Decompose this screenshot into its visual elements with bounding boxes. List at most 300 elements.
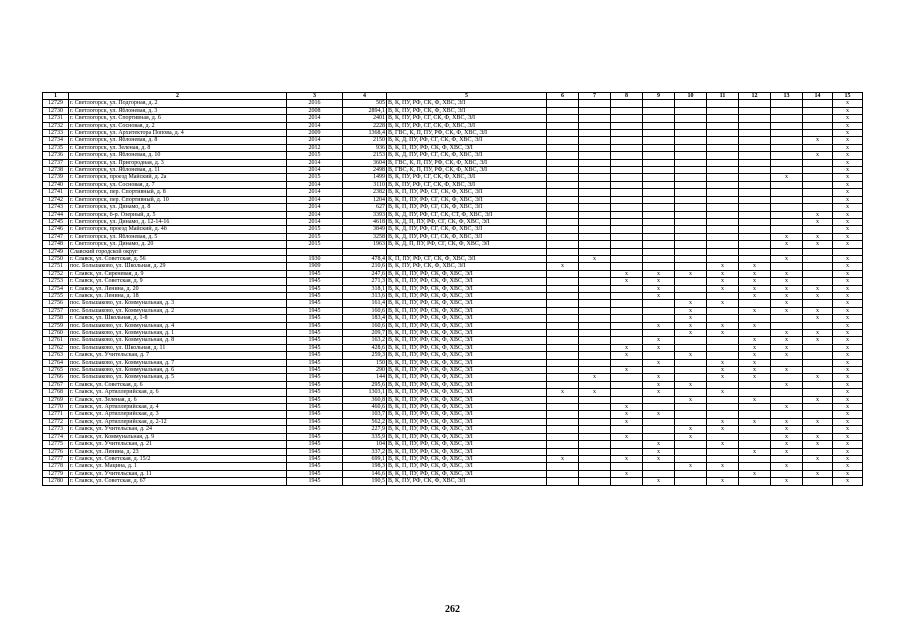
table-cell [579, 122, 611, 129]
table-cell [547, 285, 579, 292]
table-cell [579, 300, 611, 307]
table-cell: 2228 [343, 122, 387, 129]
table-cell [611, 189, 643, 196]
table-cell: х [833, 181, 863, 188]
table-cell [739, 115, 771, 122]
table-row [43, 478, 863, 485]
table-cell [579, 322, 611, 329]
table-row [43, 418, 863, 425]
table-cell: 271,3 [343, 278, 387, 285]
table-cell [547, 233, 579, 240]
table-cell: х [675, 463, 707, 470]
table-cell [643, 152, 675, 159]
table-cell: х [803, 337, 833, 344]
table-cell [675, 218, 707, 225]
table-cell: х [707, 426, 739, 433]
table-cell [579, 330, 611, 337]
table-cell [547, 433, 579, 440]
table-cell: 1945 [287, 404, 343, 411]
table-cell: В, К, П, ПУ, РФ, СК, Ф, ХВС, ЭЛ [387, 270, 547, 277]
table-cell: 144 [343, 374, 387, 381]
table-cell: 1945 [287, 478, 343, 485]
table-row [43, 174, 863, 181]
table-cell [547, 344, 579, 351]
table-cell: В, К, Д, П, ПУ, РФ, СГ, СК, Ф, ХВС, ЭЛ [387, 218, 547, 225]
table-cell: х [833, 137, 863, 144]
table-cell [707, 167, 739, 174]
table-cell: г. Светлогорск, проезд Майский, д. 4б [69, 226, 287, 233]
table-cell [771, 181, 803, 188]
table-cell: В, К, П, ПУ, РФ, СК, Ф, ХВС, ЭЛ [387, 418, 547, 425]
table-cell: г. Светлогорск, ул. Динамо, д. 8 [69, 204, 287, 211]
table-cell: г. Светлогорск, пер. Спортивный, д. 10 [69, 196, 287, 203]
table-cell [739, 152, 771, 159]
table-cell: х [771, 352, 803, 359]
table-cell [547, 337, 579, 344]
table-cell: х [803, 285, 833, 292]
table-cell [803, 426, 833, 433]
table-cell [579, 381, 611, 388]
table-cell: 2153 [343, 152, 387, 159]
housing-register-table [42, 92, 863, 486]
table-cell [803, 196, 833, 203]
table-cell: 2014 [287, 204, 343, 211]
table-cell: 12739 [43, 174, 69, 181]
table-cell: х [707, 330, 739, 337]
table-cell: х [643, 337, 675, 344]
table-cell [547, 470, 579, 477]
table-cell [579, 426, 611, 433]
table-cell: 1945 [287, 337, 343, 344]
table-cell: 1945 [287, 463, 343, 470]
table-cell: х [833, 396, 863, 403]
table-cell: х [833, 411, 863, 418]
table-cell: х [833, 189, 863, 196]
table-cell: г. Славск, ул. Школьная, д. 1-8 [69, 315, 287, 322]
table-cell [643, 396, 675, 403]
table-cell [611, 359, 643, 366]
table-cell: 2498 [343, 167, 387, 174]
column-header: 7 [579, 93, 611, 100]
table-cell [547, 218, 579, 225]
table-cell [611, 389, 643, 396]
table-cell: 12759 [43, 322, 69, 329]
table-cell [643, 418, 675, 425]
table-cell [675, 152, 707, 159]
table-cell: В, К, П, ПУ, РФ, СК, Ф, ХВС, ЭЛ [387, 278, 547, 285]
table-cell [707, 159, 739, 166]
table-cell: х [833, 292, 863, 299]
table-cell [771, 144, 803, 151]
table-cell [739, 159, 771, 166]
table-cell: 12764 [43, 359, 69, 366]
table-cell [803, 255, 833, 262]
table-cell [579, 292, 611, 299]
header-row [43, 93, 863, 100]
table-cell [675, 167, 707, 174]
table-cell [611, 152, 643, 159]
table-cell [771, 263, 803, 270]
table-cell [739, 107, 771, 114]
table-cell [579, 418, 611, 425]
table-cell [547, 359, 579, 366]
table-cell: 12756 [43, 300, 69, 307]
table-cell: х [739, 278, 771, 285]
table-cell [547, 418, 579, 425]
table-cell [611, 241, 643, 248]
table-cell [611, 115, 643, 122]
table-cell: 12775 [43, 441, 69, 448]
table-cell [675, 441, 707, 448]
table-cell: х [833, 315, 863, 322]
table-cell: 146,6 [343, 470, 387, 477]
table-cell: 1909 [287, 263, 343, 270]
table-cell [547, 278, 579, 285]
table-cell [771, 122, 803, 129]
table-cell: х [643, 374, 675, 381]
table-cell: х [611, 344, 643, 351]
table-cell [611, 374, 643, 381]
table-cell [675, 478, 707, 485]
table-cell: В, К, П, ПУ, РФ, СК, Ф, ХВС, ЭЛ [387, 337, 547, 344]
table-cell: х [739, 285, 771, 292]
table-cell: х [771, 337, 803, 344]
table-cell [547, 100, 579, 107]
table-cell: 2015 [287, 174, 343, 181]
table-cell [643, 174, 675, 181]
table-row [43, 241, 863, 248]
table-cell [611, 196, 643, 203]
table-row [43, 137, 863, 144]
table-cell [611, 107, 643, 114]
table-cell: 335,9 [343, 433, 387, 440]
table-cell: пос. Большаково, ул. Школьная, д. 11 [69, 344, 287, 351]
table-cell [579, 270, 611, 277]
table-cell: х [803, 418, 833, 425]
table-cell: х [771, 255, 803, 262]
table-cell: х [771, 307, 803, 314]
table-cell: В, К, Д, ПУ, РФ, СГ, СК, Ф, ХВС, ЭЛ [387, 226, 547, 233]
table-cell [547, 211, 579, 218]
table-cell: х [833, 352, 863, 359]
table-cell: 2014 [287, 159, 343, 166]
table-row [43, 344, 863, 351]
column-header: 2 [69, 93, 287, 100]
table-cell [675, 418, 707, 425]
table-row [43, 381, 863, 388]
table-cell: В, ГВС, К, П, ПУ, РФ, СК, Ф, ХВС, ЭЛ [387, 159, 547, 166]
table-cell: х [643, 455, 675, 462]
table-row [43, 159, 863, 166]
table-cell [579, 233, 611, 240]
table-cell: г. Светлогорск, ул. Яблоневая, д. 10 [69, 152, 287, 159]
table-cell: В, К, П, ПУ, РФ, СК, Ф, ХВС, ЭЛ [387, 307, 547, 314]
table-cell [579, 411, 611, 418]
table-cell: г. Светлогорск, ул. Яблоневая, д. 3 [69, 107, 287, 114]
table-cell: х [833, 167, 863, 174]
table-cell [675, 233, 707, 240]
table-cell [803, 322, 833, 329]
table-cell [803, 359, 833, 366]
table-cell: В, К, П, ПУ, РФ, СК, Ф, ХВС, ЭЛ [387, 455, 547, 462]
table-cell [643, 233, 675, 240]
table-cell: 190,5 [343, 478, 387, 485]
table-cell: В, К, Д, ПУ, РФ, СГ, СК, СТ, Ф, ХВС, ЭЛ [387, 211, 547, 218]
table-cell: В, К, П, ПУ, РФ, СК, Ф, ХВС, ЭЛ [387, 411, 547, 418]
table-cell: г. Светлогорск, ул. Архитектора Попова, д. 4 [69, 130, 287, 137]
table-cell: г. Светлогорск, ул. Спортивная, д. 6 [69, 115, 287, 122]
table-cell [547, 130, 579, 137]
table-cell [579, 100, 611, 107]
table-cell: 12758 [43, 315, 69, 322]
table-cell: 160,6 [343, 322, 387, 329]
page-number: 262 [445, 604, 460, 615]
table-cell: х [739, 359, 771, 366]
table-cell: х [643, 359, 675, 366]
table-cell: 12744 [43, 211, 69, 218]
table-cell [771, 130, 803, 137]
table-cell [739, 233, 771, 240]
table-cell [739, 100, 771, 107]
table-cell [771, 470, 803, 477]
table-cell: 12732 [43, 122, 69, 129]
table-cell: х [739, 352, 771, 359]
table-cell: 290 [343, 367, 387, 374]
table-cell [579, 367, 611, 374]
table-cell: 12765 [43, 367, 69, 374]
table-cell [579, 433, 611, 440]
table-cell: х [771, 381, 803, 388]
table-row [43, 374, 863, 381]
table-row [43, 167, 863, 174]
table-cell [387, 248, 547, 255]
table-cell: х [675, 396, 707, 403]
table-cell: г. Светлогорск, ул. Динамо, д. 12-14-16 [69, 218, 287, 225]
table-cell [771, 248, 803, 255]
table-cell: г. Светлогорск, б-р. Озерный, д. 5 [69, 211, 287, 218]
table-row [43, 226, 863, 233]
table-cell: 227,9 [343, 426, 387, 433]
table-cell: х [611, 404, 643, 411]
table-cell [707, 107, 739, 114]
table-cell: х [803, 470, 833, 477]
table-cell: х [771, 292, 803, 299]
table-cell [707, 448, 739, 455]
table-cell [675, 374, 707, 381]
table-cell [707, 404, 739, 411]
table-cell: х [739, 418, 771, 425]
table-cell: 12768 [43, 389, 69, 396]
table-cell [579, 107, 611, 114]
table-cell: 4618 [343, 218, 387, 225]
table-cell: В, К, П, ПУ, РФ, СК, Ф, ХВС, ЭЛ [387, 367, 547, 374]
column-header: 14 [803, 93, 833, 100]
table-cell [739, 122, 771, 129]
table-cell [547, 441, 579, 448]
table-row [43, 130, 863, 137]
table-cell: х [771, 478, 803, 485]
table-cell [707, 189, 739, 196]
table-cell: В, К, П, ПУ, РФ, СК, Ф, ХВС, ЭЛ [387, 374, 547, 381]
table-cell [739, 241, 771, 248]
table-cell: В, К, П, ПУ, РФ, СГ, СК, Ф, ХВС, ЭЛ [387, 196, 547, 203]
table-row [43, 426, 863, 433]
table-cell: пос. Большаково, ул. Коммунальная, д. 5 [69, 374, 287, 381]
table-cell: г. Славск, ул. Советская, д. 56 [69, 255, 287, 262]
table-cell [611, 204, 643, 211]
table-cell [643, 241, 675, 248]
column-header: 6 [547, 93, 579, 100]
table-cell: х [707, 359, 739, 366]
table-cell [579, 152, 611, 159]
table-cell [803, 189, 833, 196]
table-cell: Славский городской округ [69, 248, 287, 255]
table-cell [675, 448, 707, 455]
table-cell [611, 381, 643, 388]
table-cell: 1368,4 [343, 130, 387, 137]
table-cell [547, 315, 579, 322]
table-cell [643, 426, 675, 433]
table-cell: г. Славск, ул. Учительская, д. 24 [69, 426, 287, 433]
table-cell: х [675, 433, 707, 440]
table-cell: пос. Большаково, ул. Коммунальная, д. 7 [69, 359, 287, 366]
table-cell: В, К, П, ПУ, РФ, СК, Ф, ХВС, ЭЛ [387, 426, 547, 433]
table-cell: 12749 [43, 248, 69, 255]
table-cell [803, 344, 833, 351]
table-cell: г. Славск, ул. Сиреневая, д. 9 [69, 270, 287, 277]
table-cell: х [771, 448, 803, 455]
table-cell: х [547, 389, 579, 396]
table-row [43, 204, 863, 211]
table-cell: х [833, 470, 863, 477]
table-cell: х [547, 263, 579, 270]
table-cell [611, 226, 643, 233]
table-cell: х [739, 396, 771, 403]
table-cell [675, 226, 707, 233]
table-cell: х [675, 426, 707, 433]
table-cell [675, 404, 707, 411]
table-cell: В, К, П, ПУ, РФ, СК, Ф, ХВС, ЭЛ [387, 315, 547, 322]
table-cell [771, 100, 803, 107]
table-cell [611, 396, 643, 403]
table-row [43, 122, 863, 129]
table-cell: х [803, 396, 833, 403]
table-cell: г. Славск, ул. Учительская, д. 7 [69, 352, 287, 359]
table-row [43, 248, 863, 255]
table-cell [707, 196, 739, 203]
table-cell: 12780 [43, 478, 69, 485]
table-cell [707, 137, 739, 144]
table-cell: В, К, ПУ, РФ, СК, Ф, ХВС, ЭЛ [387, 263, 547, 270]
table-cell: В, ГВС, К, П, ПУ, РФ, СК, Ф, ХВС, ЭЛ [387, 130, 547, 137]
table-cell [707, 122, 739, 129]
table-cell: х [803, 292, 833, 299]
table-cell: 2015 [287, 152, 343, 159]
table-cell [675, 248, 707, 255]
table-cell [707, 218, 739, 225]
table-cell [707, 433, 739, 440]
table-cell: х [771, 344, 803, 351]
table-cell [707, 307, 739, 314]
table-cell [547, 255, 579, 262]
table-cell [547, 204, 579, 211]
table-cell [611, 448, 643, 455]
table-cell: В, К, П, ПУ, РФ, СК, Ф, ХВС, ЭЛ [387, 144, 547, 151]
table-cell: 1945 [287, 418, 343, 425]
table-cell: х [803, 330, 833, 337]
table-cell: 12777 [43, 455, 69, 462]
table-cell: 1945 [287, 433, 343, 440]
table-cell: х [707, 389, 739, 396]
table-cell [803, 478, 833, 485]
table-cell [739, 130, 771, 137]
table-cell: х [739, 322, 771, 329]
table-cell: х [675, 330, 707, 337]
table-cell [611, 478, 643, 485]
table-cell: 1945 [287, 381, 343, 388]
table-cell [803, 367, 833, 374]
table-cell [643, 100, 675, 107]
table-cell: В, К, П, ПУ, РФ, СК, Ф, ХВС, ЭЛ [387, 433, 547, 440]
table-cell: 12750 [43, 255, 69, 262]
table-cell [707, 352, 739, 359]
table-cell [771, 167, 803, 174]
table-cell: 2014 [287, 115, 343, 122]
table-cell: х [833, 285, 863, 292]
table-cell: 12731 [43, 115, 69, 122]
table-cell [547, 270, 579, 277]
table-cell: х [803, 211, 833, 218]
table-row [43, 189, 863, 196]
table-cell: г. Славск, ул. Ленина, д. 20 [69, 285, 287, 292]
table-cell [547, 448, 579, 455]
table-cell [675, 204, 707, 211]
table-cell: г. Славск, ул. Советская, д. 6 [69, 381, 287, 388]
table-cell: х [771, 300, 803, 307]
table-cell: х [707, 285, 739, 292]
table-cell: 12774 [43, 433, 69, 440]
table-cell [547, 115, 579, 122]
table-cell: 12743 [43, 204, 69, 211]
table-cell [547, 137, 579, 144]
table-cell: 318,1 [343, 285, 387, 292]
table-cell: 2014 [287, 196, 343, 203]
table-cell [643, 315, 675, 322]
table-cell [547, 122, 579, 129]
table-cell: х [803, 433, 833, 440]
table-cell [707, 181, 739, 188]
table-cell [547, 107, 579, 114]
table-cell: В, К, Д, ПУ, РФ, СГ, СК, Ф, ХВС, ЭЛ [387, 233, 547, 240]
table-row [43, 396, 863, 403]
table-cell [643, 144, 675, 151]
table-cell [771, 189, 803, 196]
table-cell [643, 107, 675, 114]
table-cell [643, 137, 675, 144]
table-cell: г. Светлогорск, проезд Майский, д. 2а [69, 174, 287, 181]
table-cell: х [833, 100, 863, 107]
table-cell [579, 337, 611, 344]
table-cell [547, 241, 579, 248]
table-cell [707, 204, 739, 211]
table-row [43, 404, 863, 411]
table-cell: 2015 [287, 226, 343, 233]
table-cell: х [771, 174, 803, 181]
table-cell: 210,6 [343, 263, 387, 270]
table-cell: 12772 [43, 418, 69, 425]
table-cell [771, 396, 803, 403]
table-cell: х [739, 344, 771, 351]
